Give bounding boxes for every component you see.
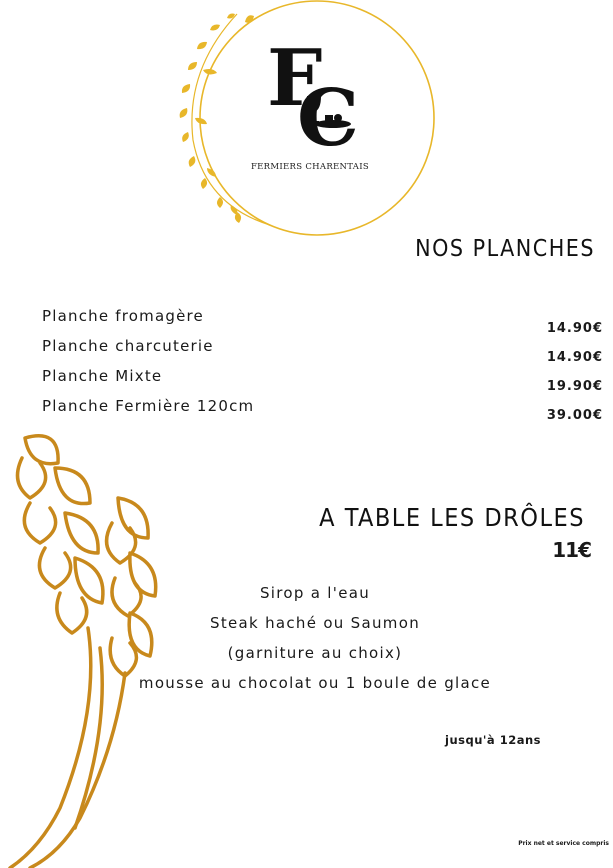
droles-menu-item: (garniture au choix) — [227, 644, 403, 662]
planche-price: 39.00€ — [546, 408, 603, 423]
planche-item: Planche charcuterie — [42, 337, 214, 355]
footer-note: Prix net et service compris — [518, 840, 609, 847]
planche-price: 19.90€ — [546, 379, 603, 394]
logo-letter-c: C — [297, 73, 360, 164]
logo-letter-f: F — [267, 33, 323, 124]
droles-title: A TABLE LES DRÔLES — [319, 503, 585, 532]
droles-menu-item: mousse au chocolat ou 1 boule de glace — [138, 674, 492, 692]
droles-menu-item: Sirop a l'eau — [259, 584, 371, 602]
planches-prices — [547, 320, 603, 436]
planche-price: 14.90€ — [546, 321, 603, 336]
planches-list — [42, 305, 254, 425]
planches-title: NOS PLANCHES — [415, 236, 595, 262]
logo-monogram — [267, 33, 367, 164]
planche-item: Planche Fermière 120cm — [42, 397, 255, 415]
logo-caption: FERMIERS CHARENTAIS — [250, 162, 369, 172]
logo — [175, 0, 440, 240]
droles-menu-list — [100, 582, 530, 702]
planche-item: Planche fromagère — [42, 307, 204, 325]
planche-price: 14.90€ — [546, 350, 603, 365]
planche-item: Planche Mixte — [42, 367, 163, 385]
droles-menu-item: Steak haché ou Saumon — [210, 614, 420, 632]
droles-price: 11€ — [552, 538, 591, 562]
age-note: jusqu'à 12ans — [445, 733, 541, 747]
